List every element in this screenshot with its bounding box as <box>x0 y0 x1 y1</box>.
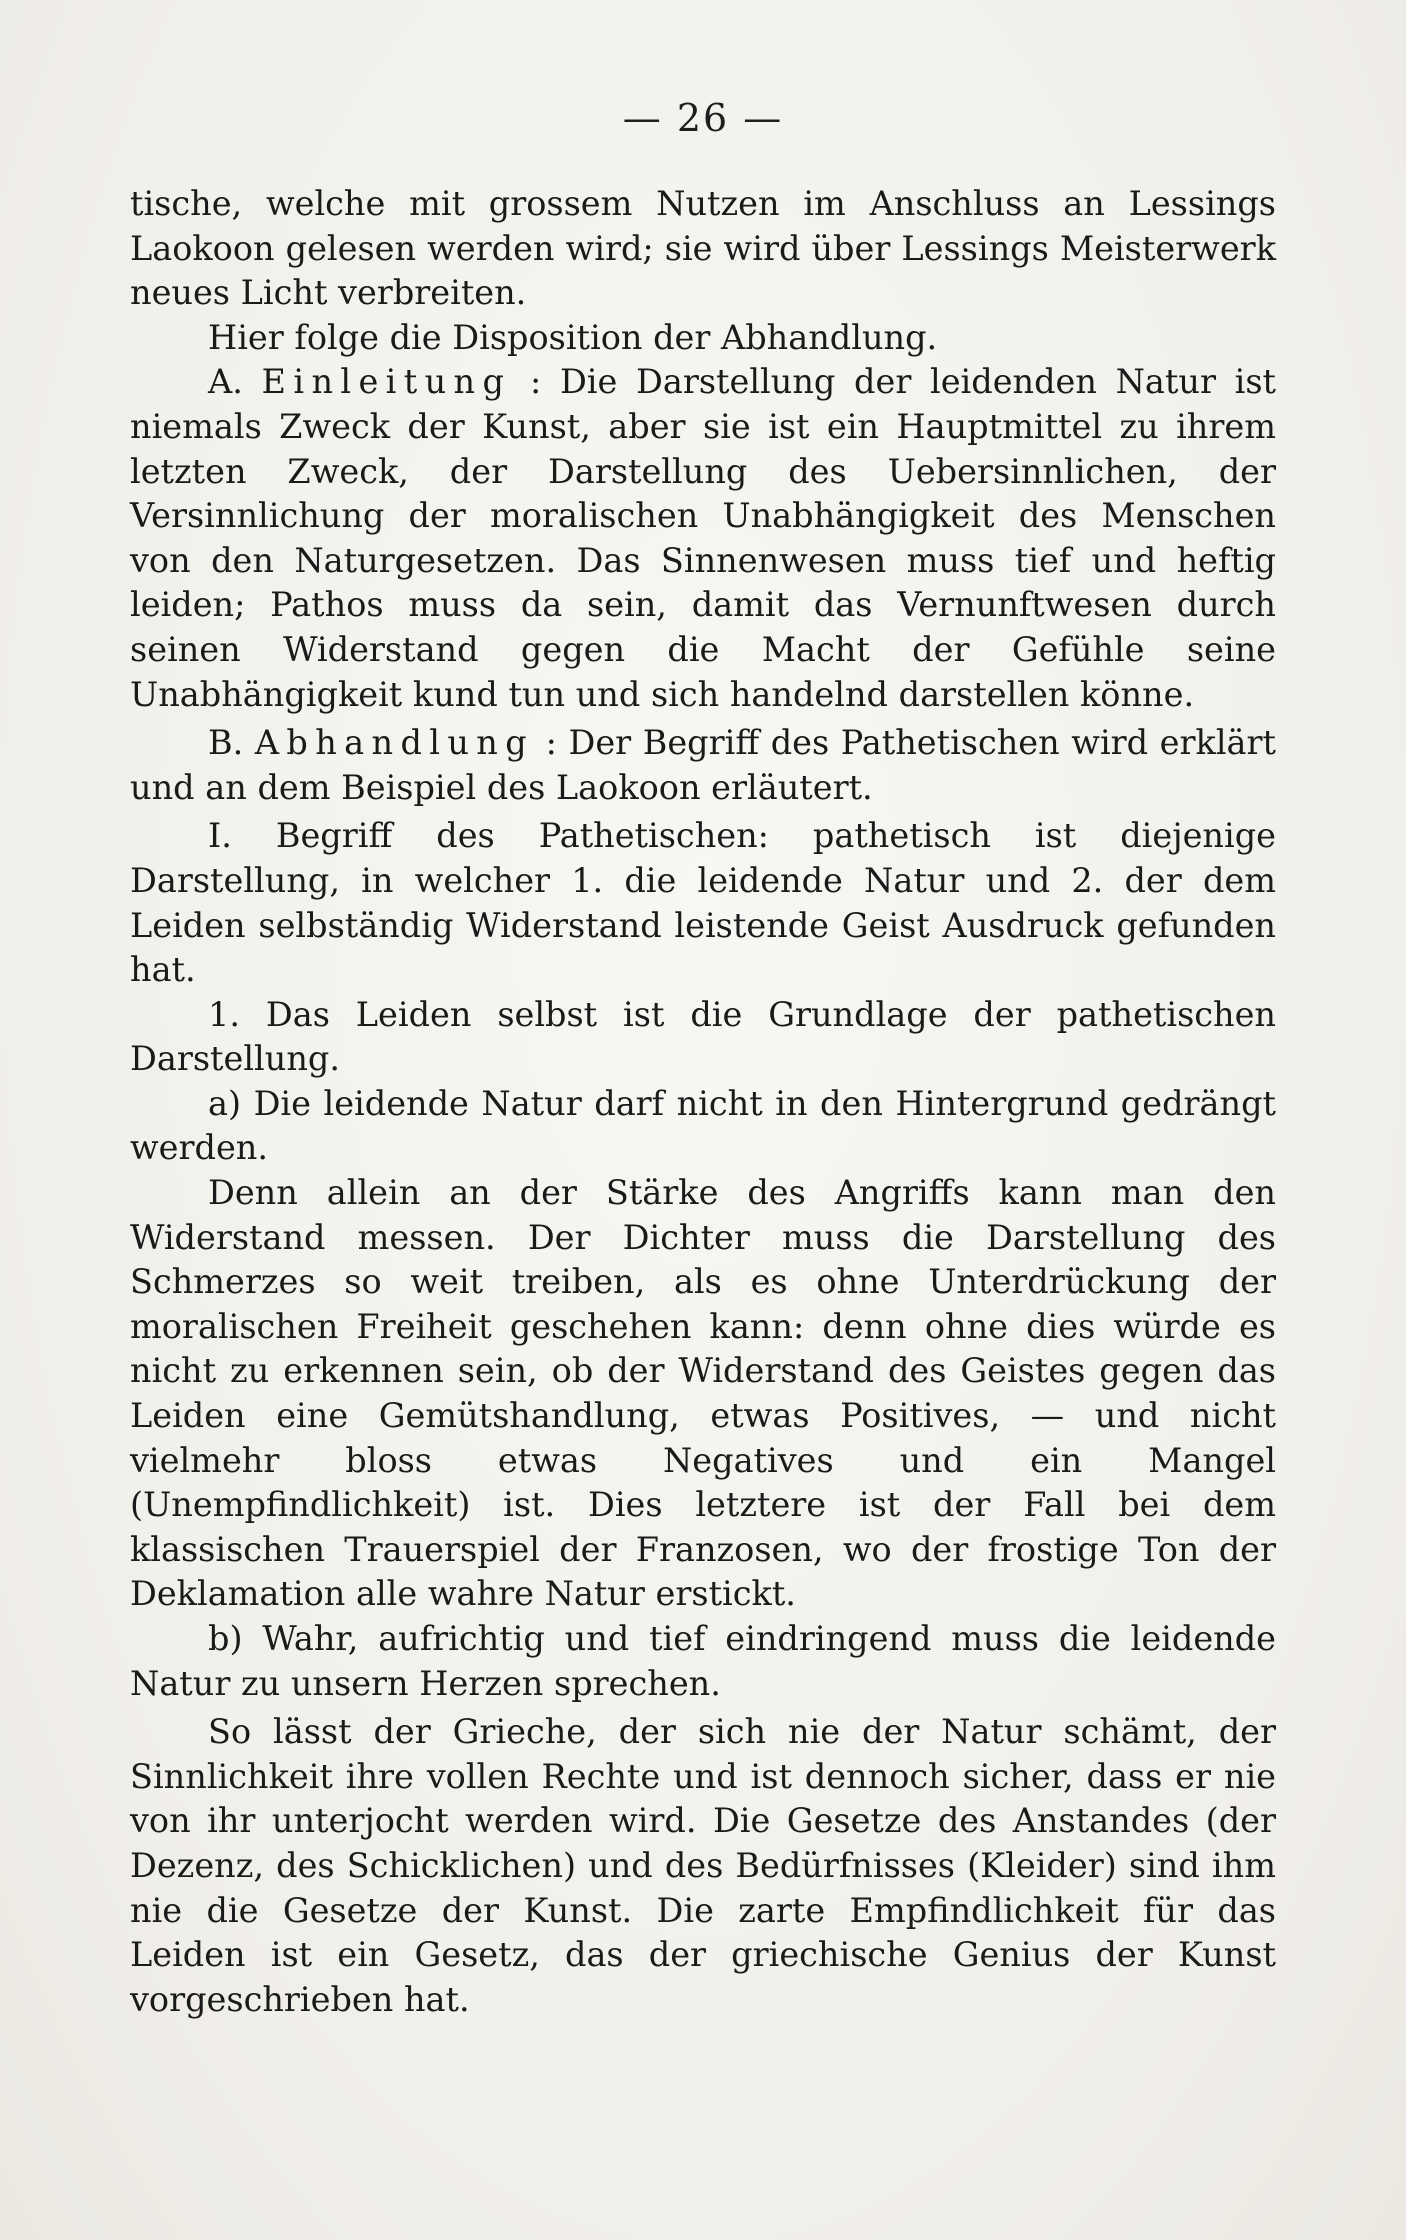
section-label-a: A. <box>208 362 243 402</box>
paragraph-continuation: tische, welche mit grossem Nutzen im Anschluss an Lessings Laokoon gelesen werden wird; sie wird über Lessings Meisterwerk neues Licht verbreiten. <box>130 184 1276 313</box>
paragraph-leiden-grundlage: 1. Das Leiden selbst ist die Grundlage der pathetischen Darstellung. <box>130 994 1276 1079</box>
paragraph-einleitung <box>130 360 1276 717</box>
paragraph-staerke: Denn allein an der Stärke des Angriffs kann man den Widerstand messen. Der Dichter muss die Darstellung des Schmerzes so weit treiben, als es ohne Unterdrückung der moralischen Freiheit geschehen kann: denn ohne dies würde es nicht zu erkennen sein, ob der Widerstand des Geistes gegen das Leiden eine Gemütshandlung, etwas Positives, — und nicht vielmehr bloss etwas Negatives und ein Mangel (Unempfindlichkeit) ist. Dies letztere ist der Fall bei dem klassischen Trauerspiel der Franzosen, wo der frostige Ton der Deklamation alle wahre Natur erstickt. <box>130 1173 1276 1614</box>
paragraph-abhandlung <box>130 721 1276 810</box>
paragraph-disposition-intro: Hier folge die Disposition der Abhandlung. <box>208 317 938 357</box>
section-text-abhandlung: : Der Begriff des Pathetischen wird erklärt und an dem Beispiel des Laokoon erläutert. <box>130 723 1276 807</box>
section-heading-abhandlung: Abhandlung <box>254 723 535 763</box>
page-number: — 26 — <box>622 96 784 140</box>
paragraph-point-b: b) Wahr, aufrichtig und tief eindringend muss die leidende Natur zu unsern Herzen sprechen. <box>130 1619 1276 1703</box>
paragraph-point-a: a) Die leidende Natur darf nicht in den Hintergrund gedrängt werden. <box>130 1083 1276 1168</box>
paragraph-begriff: I. Begriff des Pathetischen: pathetisch ist diejenige Darstellung, in welcher 1. die leidende Natur und 2. der dem Leiden selbständig Widerstand leistende Geist Ausdruck gefunden hat. <box>130 816 1276 990</box>
section-heading-einleitung: Einleitung <box>261 362 512 402</box>
section-label-b: B. <box>208 723 244 763</box>
body-text <box>130 182 1276 2022</box>
paragraph-grieche: So lässt der Grieche, der sich nie der Natur schämt, der Sinnlichkeit ihre vollen Rechte und ist dennoch sicher, dass er nie von ihr unterjocht werden wird. Die Gesetze des Anstandes (der Dezenz, des Schicklichen) und des Bedürfnisses (Kleider) sind ihm nie die Gesetze der Kunst. Die zarte Empfindlichkeit für das Leiden ist ein Gesetz, das der griechische Genius der Kunst vorgeschrieben hat. <box>130 1712 1276 2019</box>
section-text-einleitung: : Die Darstellung der leidenden Natur ist niemals Zweck der Kunst, aber sie ist ein Hauptmittel zu ihrem letzten Zweck, der Darstellung des Uebersinnlichen, der Versinnlichung der moralischen Unabhängigkeit des Menschen von den Naturgesetzen. Das Sinnenwesen muss tief und heftig leiden; Pathos muss da sein, damit das Vernunftwesen durch seinen Widerstand gegen die Macht der Gefühle seine Unabhängigkeit kund tun und sich handelnd darstellen könne. <box>130 362 1277 714</box>
